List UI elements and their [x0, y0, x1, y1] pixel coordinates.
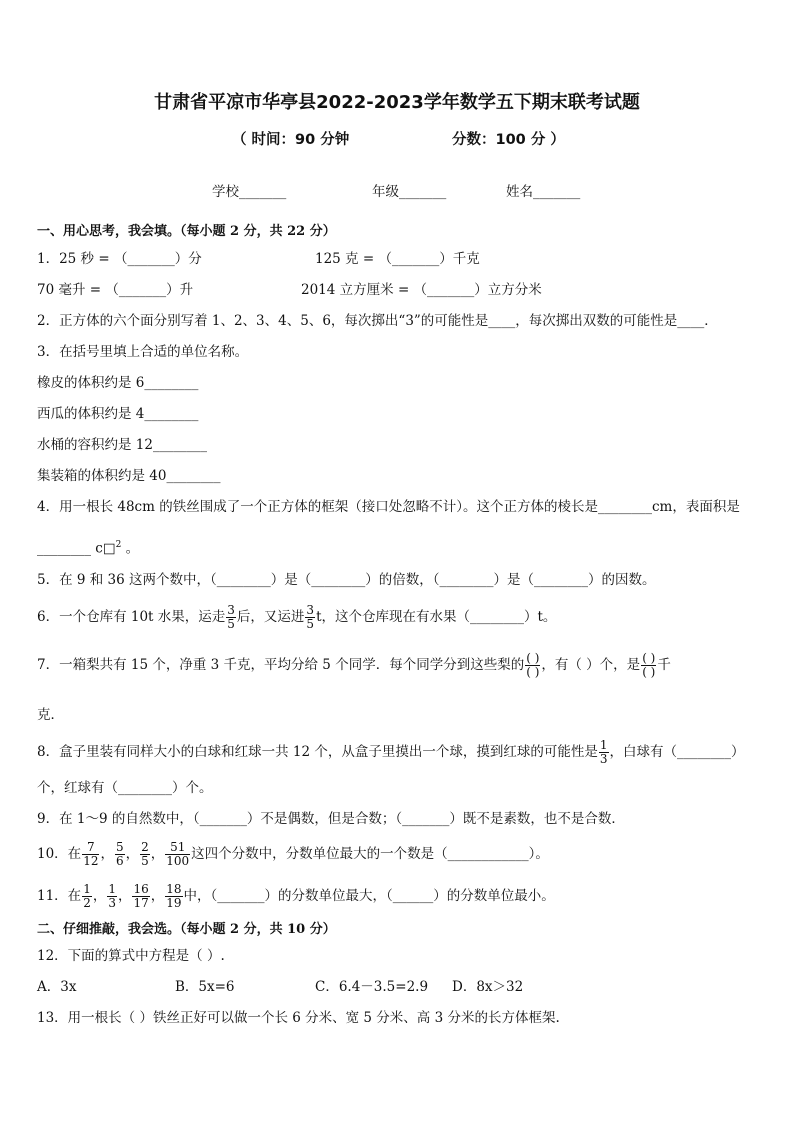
name-field: 姓名_______ [506, 184, 581, 200]
fraction [132, 883, 149, 910]
fraction [140, 841, 150, 868]
question-3-line-4: 集装箱的体积约是 40________ [37, 468, 221, 484]
numerator: 51 [165, 841, 190, 855]
page-title: 甘肃省平凉市华亭县2022-2023学年数学五下期末联考试题 [154, 92, 640, 113]
question-1a: 1．25 秒 = （_______）分 [37, 251, 202, 267]
question-8 [37, 737, 745, 767]
q11-text-a: 11．在 [37, 888, 82, 904]
question-13: 13．用一根长（ ）铁丝正好可以做一个长 6 分米、宽 5 分米、高 3 分米的长方体框架. [37, 1010, 560, 1026]
fraction [82, 841, 99, 868]
denominator: 5 [227, 617, 235, 631]
question-4-line-2 [37, 535, 139, 559]
separator: ， [150, 888, 165, 904]
separator: ， [100, 846, 114, 862]
question-9: 9．在 1～9 的自然数中，（_______）不是偶数，但是合数；（_______）既不是素数，也不是合数． [37, 811, 625, 827]
denominator: 12 [83, 854, 99, 868]
denominator: 6 [115, 854, 124, 868]
time-label: （ 时间：90 分钟 [232, 132, 350, 148]
question-10 [37, 838, 549, 870]
denominator: 2 [83, 896, 91, 910]
question-12-option-c: C．6.4－3.5=2.9 [315, 979, 429, 995]
question-3-line-2: 西瓜的体积约是 4________ [37, 406, 199, 422]
denominator: ( ) [642, 665, 656, 679]
section-1-heading: 一、用心思考，我会填。（每小题 2 分，共 22 分） [37, 224, 336, 239]
q11-text-b: 中，（_______）的分数单位最大，（______）的分数单位最小。 [183, 888, 555, 904]
grade-field: 年级_______ [372, 184, 447, 200]
q8-text-b: ，白球有（________） [609, 744, 745, 760]
denominator: 100 [166, 854, 190, 868]
question-6 [37, 602, 556, 632]
denominator: 3 [599, 752, 608, 766]
question-12-option-b: B．5x=6 [175, 979, 235, 995]
question-8-line-2: 个，红球有（________）个。 [37, 780, 213, 796]
q7-text-b: ，有（ ）个，是 [541, 657, 641, 673]
denominator: 5 [141, 854, 149, 868]
fraction [82, 883, 92, 910]
fraction [165, 883, 182, 910]
q10-text-a: 10．在 [37, 846, 82, 862]
fraction [115, 841, 125, 868]
question-3-line-3: 水桶的容积约是 12________ [37, 437, 207, 453]
fraction [305, 604, 315, 631]
numerator: 18 [166, 882, 182, 896]
question-11 [37, 880, 555, 912]
question-4-end: 。 [121, 540, 140, 557]
separator: ， [125, 846, 140, 862]
question-7-line-2: 克． [37, 707, 64, 723]
numerator: 1 [108, 882, 116, 896]
q10-text-b: 这四个分数中，分数单位最大的一个数是（____________）。 [191, 846, 549, 862]
question-12-option-a: A．3x [37, 979, 77, 995]
question-4-blank: ________ c□ [37, 540, 116, 557]
numerator: 3 [227, 603, 235, 617]
denominator: 3 [108, 896, 116, 910]
denominator: 19 [166, 896, 182, 910]
numerator: 2 [141, 840, 149, 854]
fraction [525, 652, 540, 679]
fraction [165, 841, 190, 868]
numerator: 1 [83, 882, 91, 896]
question-12-option-d: D．8x＞32 [452, 979, 524, 995]
question-7 [37, 650, 671, 680]
fraction [107, 883, 117, 910]
fraction [599, 739, 609, 766]
q6-text-a: 6．一个仓库有 10t 水果，运走 [37, 609, 226, 625]
question-3-stem: 3．在括号里填上合适的单位名称。 [37, 344, 249, 360]
numerator: ( ) [642, 651, 656, 665]
question-12-stem: 12．下面的算式中方程是（ ）. [37, 948, 225, 964]
numerator: 1 [599, 738, 608, 752]
question-3-line-1: 橡皮的体积约是 6________ [37, 375, 199, 391]
school-field: 学校_______ [212, 184, 287, 200]
q8-text-a: 8．盒子里装有同样大小的白球和红球一共 12 个，从盒子里摸出一个球，摸到红球的可能性是 [37, 744, 598, 760]
separator: ， [150, 846, 165, 862]
denominator: ( ) [526, 665, 540, 679]
question-1d: 2014 立方厘米 = （_______）立方分米 [301, 282, 542, 298]
separator: ， [117, 888, 132, 904]
denominator: 5 [306, 617, 315, 631]
numerator: 7 [82, 841, 99, 855]
denominator: 17 [133, 896, 149, 910]
fraction [641, 652, 656, 679]
q7-text-a: 7．一箱梨共有 15 个，净重 3 千克，平均分给 5 个同学．每个同学分到这些梨的 [37, 657, 525, 673]
fraction [226, 604, 236, 631]
q7-text-c: 千 [657, 657, 671, 673]
question-1c: 70 毫升 = （_______）升 [37, 282, 194, 298]
q6-text-b: 后，又运进 [236, 609, 305, 625]
question-2: 2．正方体的六个面分别写着 1、2、3、4、5、6，每次掷出“3”的可能性是____，每次掷出双数的可能性是____． [37, 313, 718, 329]
superscript: 2 [115, 540, 122, 550]
numerator: 16 [133, 882, 149, 896]
separator: ， [92, 888, 107, 904]
numerator: ( ) [526, 651, 540, 665]
numerator: 3 [306, 603, 315, 617]
question-1b: 125 克 = （_______）千克 [315, 251, 480, 267]
q6-text-c: t，这个仓库现在有水果（________）t。 [316, 609, 557, 625]
score-label: 分数：100 分 ） [452, 132, 565, 148]
question-4-line-1: 4．用一根长 48cm 的铁丝围成了一个正方体的框架（接口处忽略不计）。这个正方体的棱长是________cm，表面积是 [37, 499, 740, 515]
question-5: 5．在 9 和 36 这两个数中，（________）是（________）的倍数，（________）是（________）的因数。 [37, 572, 656, 588]
section-2-heading: 二、仔细推敲，我会选。（每小题 2 分，共 10 分） [37, 922, 336, 937]
numerator: 5 [115, 840, 124, 854]
